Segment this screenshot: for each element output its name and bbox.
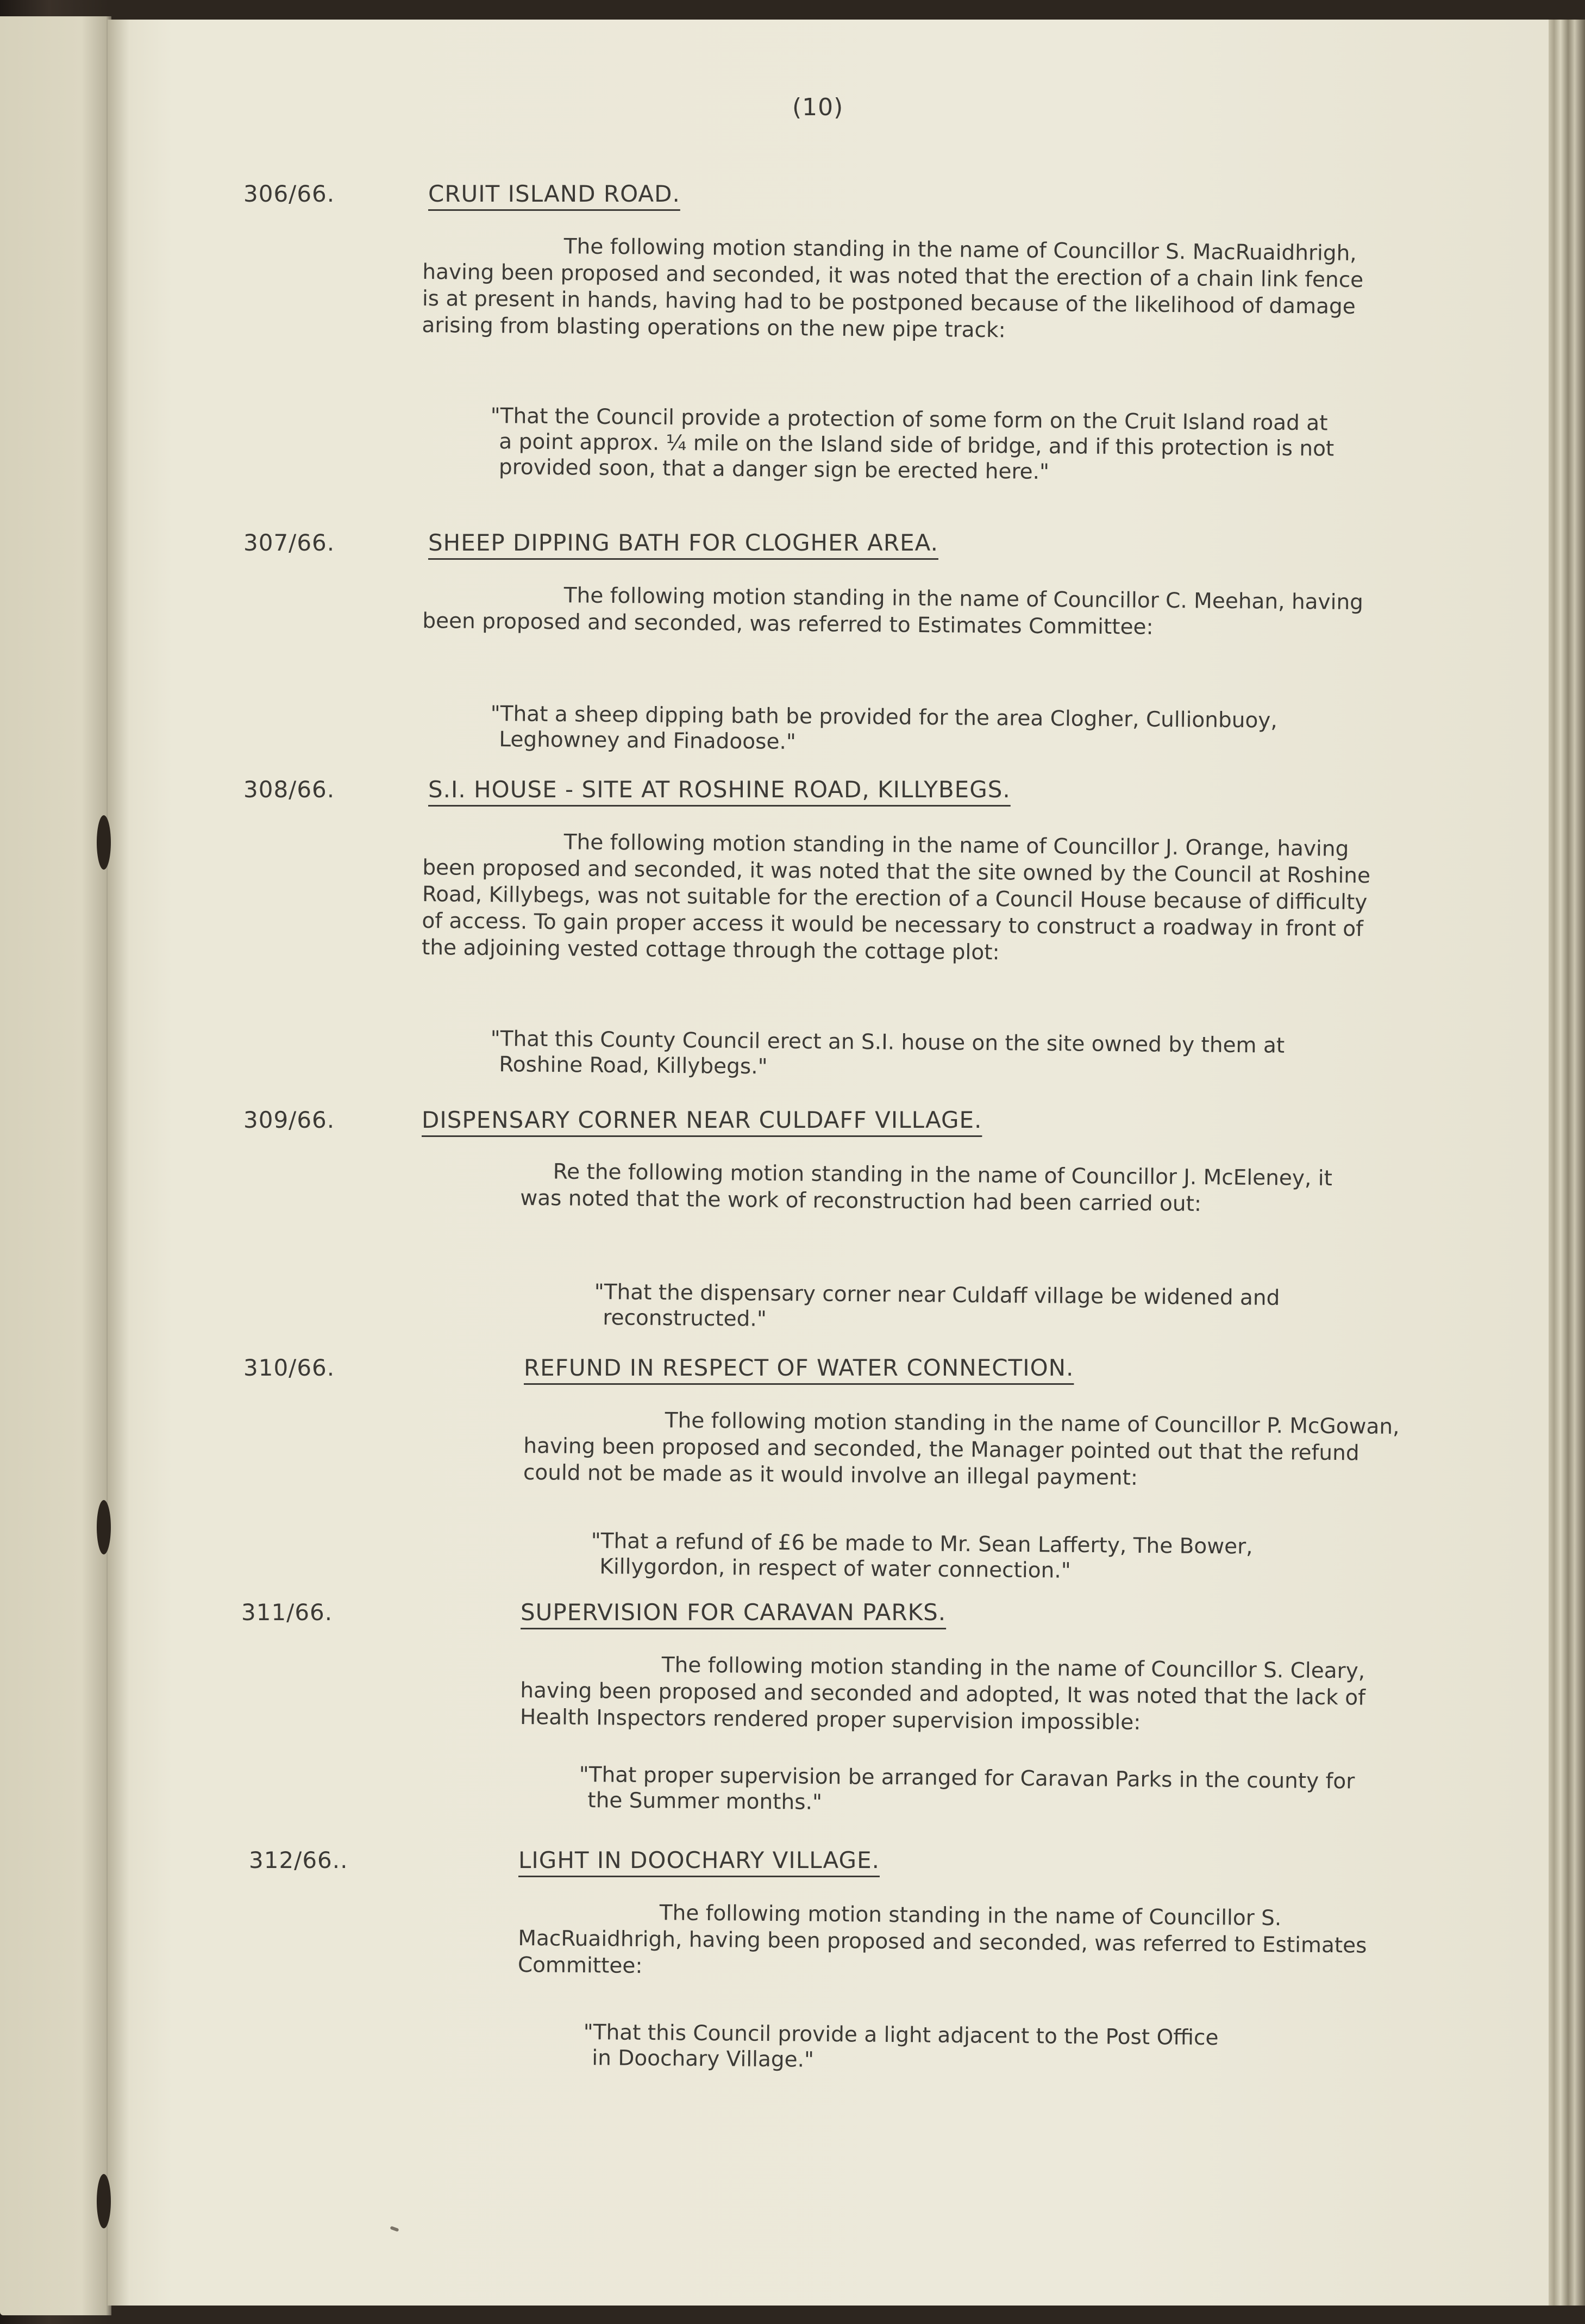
page-number: (10) [792, 93, 844, 121]
motion-quote: "That a refund of £6 be made to Mr. Sean Lafferty, The Bower, Killygordon, in respect of water connection." [591, 1529, 1253, 1583]
minute-paragraph: The following motion standing in the name of Councillor J. Orange, having been proposed and seconded, it was noted that the site owned by the Council at Roshine Road, Killybegs, was not suitable for the erection of a Council House because of difficulty of access. To gain proper access it would be necessary to construct a roadway in front of the adjoining vested cottage through the cottage plot: [421, 830, 1371, 965]
minute-paragraph: The following motion standing in the name of Councillor S. MacRuaidhrigh, having been proposed and seconded, it was noted that the erection of a chain link fence is at present in hands, having had to be postponed because of the likelihood of damage arising from blasting operations on the new pipe track: [422, 234, 1364, 343]
binding-hole [97, 815, 111, 870]
binding-hole [97, 1500, 111, 1554]
minute-paragraph: The following motion standing in the name of Councillor P. McGowan, having been proposed and seconded, the Manager pointed out that the refund could not be made as it would involve an illegal payment: [523, 1408, 1400, 1490]
minute-paragraph: The following motion standing in the name of Councillor S. Cleary, having been proposed and seconded and adopted, It was noted that the lack of Health Inspectors rendered proper supervision impossible: [519, 1653, 1365, 1735]
minute-heading: DISPENSARY CORNER NEAR CULDAFF VILLAGE. [422, 1107, 982, 1133]
minute-heading: CRUIT ISLAND ROAD. [428, 180, 680, 207]
minute-paragraph: The following motion standing in the name of Councillor C. Meehan, having been proposed and seconded, was referred to Estimates Committee: [422, 583, 1364, 640]
motion-quote: "That this Council provide a light adjacent to the Post Office in Doochary Village." [583, 2020, 1219, 2072]
page-stack-edge [1549, 20, 1585, 2306]
motion-quote: "That the Council provide a protection of some form on the Cruit Island road at a point approx. ¼ mile on the Island side of bridge, and if this protection is not provided soon, that a danger sign be erected here." [490, 404, 1335, 484]
pencil-mark [390, 2226, 399, 2232]
page-content [108, 20, 1549, 2306]
motion-quote: "That a sheep dipping bath be provided for the area Clogher, Cullionbuoy, Leghowney and Finadoose." [490, 702, 1277, 754]
minute-ref: 308/66. [243, 776, 335, 803]
minute-paragraph-text: Re the following motion standing in the name of Councillor J. McEleney, it was noted that the work of reconstruction had been carried out: [520, 1159, 1333, 1216]
minute-heading: S.I. HOUSE - SITE AT ROSHINE ROAD, KILLYBEGS. [428, 776, 1011, 803]
minute-ref: 312/66.. [249, 1847, 348, 1873]
minute-heading: LIGHT IN DOOCHARY VILLAGE. [518, 1847, 880, 1873]
motion-quote: "That this County Council erect an S.I. house on the site owned by them at Roshine Road, Killybegs." [490, 1027, 1285, 1079]
minute-ref: 309/66. [243, 1107, 335, 1133]
left-page-edge [0, 16, 111, 2315]
minute-heading: SUPERVISION FOR CARAVAN PARKS. [521, 1599, 947, 1626]
minute-heading: REFUND IN RESPECT OF WATER CONNECTION. [524, 1354, 1074, 1381]
minute-ref: 310/66. [243, 1354, 335, 1381]
motion-quote: "That proper supervision be arranged for Caravan Parks in the county for the Summer months." [579, 1763, 1355, 1815]
minute-ref: 307/66. [243, 529, 335, 556]
motion-quote: "That the dispensary corner near Culdaff village be widened and reconstructed." [594, 1280, 1280, 1332]
minute-paragraph [520, 1158, 1379, 1219]
minute-ref: 306/66. [243, 180, 335, 207]
binding-hole [97, 2174, 111, 2228]
minute-ref: 311/66. [241, 1599, 333, 1626]
minute-heading: SHEEP DIPPING BATH FOR CLOGHER AREA. [428, 529, 938, 556]
minutes-page [108, 20, 1549, 2306]
minute-paragraph: The following motion standing in the name of Councillor S. MacRuaidhrigh, having been proposed and seconded, was referred to Estimates Committee: [517, 1901, 1367, 1978]
